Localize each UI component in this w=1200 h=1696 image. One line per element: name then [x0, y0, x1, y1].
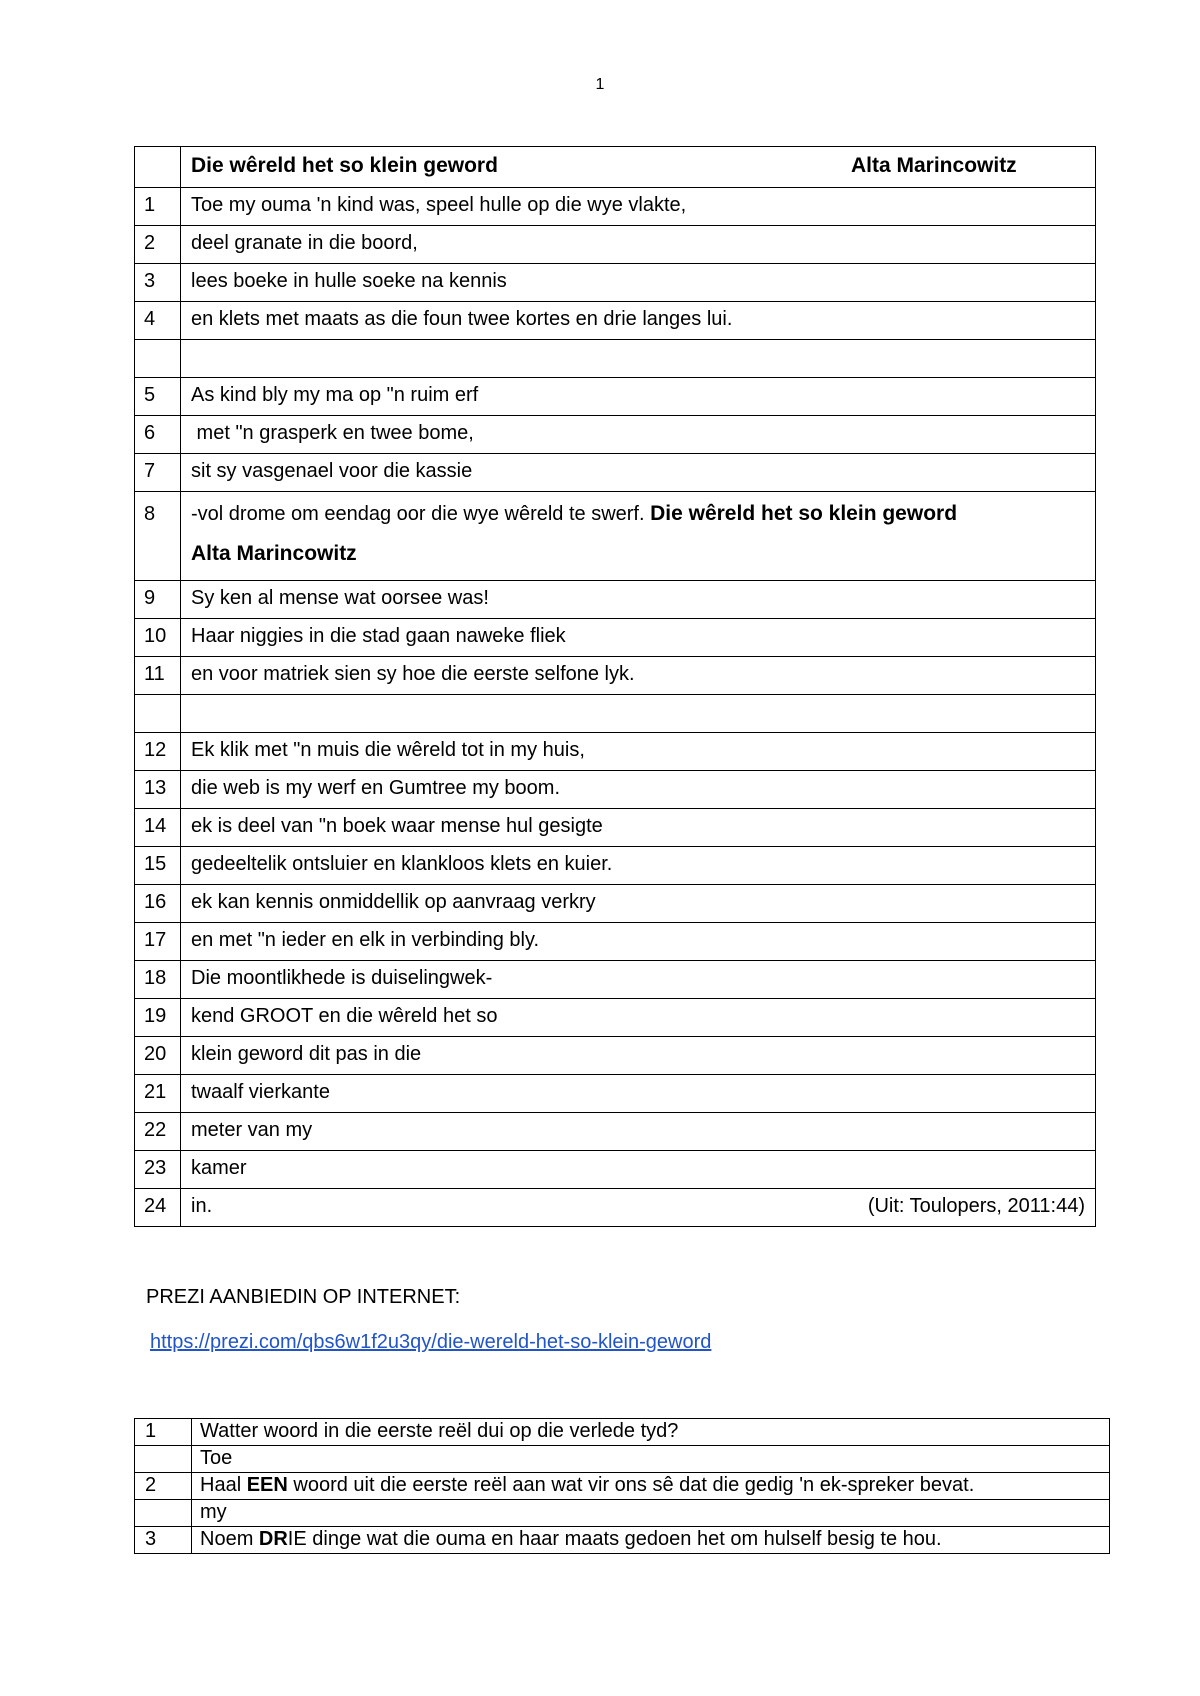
page-number: 1 [595, 76, 605, 93]
poem-line-row [135, 847, 1096, 885]
poem-line-number: 13 [135, 771, 181, 809]
poem-line-text-cell [181, 416, 1096, 454]
question-text: my [200, 1501, 227, 1523]
poem-line-text-cell [181, 378, 1096, 416]
poem-line-number [135, 340, 181, 378]
header-title-cell [181, 147, 1096, 188]
poem-line-row [135, 619, 1096, 657]
poem-line-row [135, 923, 1096, 961]
poem-line-number: 20 [135, 1037, 181, 1075]
poem-line-text: met "n grasperk en twee bome, [191, 422, 474, 444]
poem-line-text: lees boeke in hulle soeke na kennis [191, 270, 507, 292]
poem-line-text: en met "n ieder en elk in verbinding bly. [191, 929, 540, 951]
poem-line-text-cell [181, 340, 1096, 378]
poem-line-row [135, 657, 1096, 695]
poem-inline-author: Alta Marincowitz [191, 542, 357, 565]
poem-line-text: deel granate in die boord, [191, 232, 418, 254]
poem-line-row [135, 885, 1096, 923]
poem-line-number: 18 [135, 961, 181, 999]
poem-line-row [135, 1075, 1096, 1113]
poem-line-row [135, 1189, 1096, 1227]
poem-line-text: ek is deel van "n boek waar mense hul gesigte [191, 815, 603, 837]
poem-line-number [135, 695, 181, 733]
poem-line-number: 14 [135, 809, 181, 847]
poem-header-row [135, 147, 1096, 188]
poem-line-row [135, 264, 1096, 302]
poem-line-text: Haar niggies in die stad gaan naweke fliek [191, 625, 566, 647]
poem-line-row [135, 695, 1096, 733]
question-number [135, 1446, 192, 1473]
poem-line-row [135, 1037, 1096, 1075]
poem-line-number: 15 [135, 847, 181, 885]
poem-line-text-cell [181, 771, 1096, 809]
poem-line-text: kend GROOT en die wêreld het so [191, 1005, 498, 1027]
question-row [135, 1419, 1110, 1446]
poem-line-text-cell [181, 1189, 1096, 1227]
poem-line-row [135, 378, 1096, 416]
poem-line-row [135, 1151, 1096, 1189]
poem-line-text: meter van my [191, 1119, 313, 1141]
question-row [135, 1473, 1110, 1500]
poem-line-text-cell [181, 454, 1096, 492]
poem-line-text-cell [181, 1151, 1096, 1189]
poem-line-text-cell [181, 1113, 1096, 1151]
poem-line-text: As kind bly my ma op "n ruim erf [191, 384, 479, 406]
poem-line-text-cell [181, 1037, 1096, 1075]
poem-line-text: en voor matriek sien sy hoe die eerste selfone lyk. [191, 663, 635, 685]
poem-line-row [135, 454, 1096, 492]
poem-line-number: 24 [135, 1189, 181, 1227]
question-text-cell [192, 1419, 1110, 1446]
poem-line-row [135, 809, 1096, 847]
prezi-link[interactable]: https://prezi.com/qbs6w1f2u3qy/die-wereld-het-so-klein-geword [150, 1331, 712, 1353]
poem-line-text: Ek klik met "n muis die wêreld tot in my huis, [191, 739, 585, 761]
question-text: Haal [200, 1474, 247, 1496]
question-text: woord uit die eerste reël aan wat vir ons sê dat die gedig 'n ek-spreker bevat. [287, 1474, 975, 1496]
poem-line-text: die web is my werf en Gumtree my boom. [191, 777, 561, 799]
poem-author: Alta Marincowitz [851, 154, 1017, 177]
poem-line-row [135, 226, 1096, 264]
poem-line-row [135, 340, 1096, 378]
poem-line-text-cell [181, 302, 1096, 340]
poem-line-number: 23 [135, 1151, 181, 1189]
poem-line-text: sit sy vasgenael voor die kassie [191, 460, 473, 482]
poem-line-text: Toe my ouma 'n kind was, speel hulle op die wye vlakte, [191, 194, 687, 216]
poem-line-text: twaalf vierkante [191, 1081, 330, 1103]
poem-line-number: 12 [135, 733, 181, 771]
questions-table [134, 1418, 1110, 1554]
poem-line-text: ek kan kennis onmiddellik op aanvraag verkry [191, 891, 596, 913]
poem-line-text-cell [181, 264, 1096, 302]
poem-line-number: 11 [135, 657, 181, 695]
poem-line-text-cell [181, 847, 1096, 885]
poem-line-text-cell [181, 226, 1096, 264]
poem-line-number: 19 [135, 999, 181, 1037]
poem-line-text-cell [181, 809, 1096, 847]
poem-line-row [135, 999, 1096, 1037]
poem-line-row [135, 188, 1096, 226]
question-number: 1 [135, 1419, 192, 1446]
poem-line-text: Sy ken al mense wat oorsee was! [191, 587, 489, 609]
poem-line-row [135, 771, 1096, 809]
poem-line-number: 7 [135, 454, 181, 492]
poem-line-text-cell [181, 695, 1096, 733]
poem-line-text-cell [181, 961, 1096, 999]
poem-line-number: 4 [135, 302, 181, 340]
poem-line-number: 8 [135, 492, 181, 581]
poem-source: (Uit: Toulopers, 2011:44) [867, 1195, 1085, 1217]
poem-line-number: 22 [135, 1113, 181, 1151]
poem-line-text: klein geword dit pas in die [191, 1043, 422, 1065]
question-text: IE dinge wat die ouma en haar maats gedoen het om hulself besig te hou. [287, 1528, 942, 1550]
question-text-cell [192, 1446, 1110, 1473]
prezi-label: PREZI AANBIEDIN OP INTERNET: [146, 1286, 461, 1308]
question-text: Noem [200, 1528, 259, 1550]
poem-line-row [135, 733, 1096, 771]
poem-line-text: kamer [191, 1157, 247, 1179]
poem-line-number: 9 [135, 581, 181, 619]
poem-line-row [135, 302, 1096, 340]
question-number [135, 1500, 192, 1527]
question-text-cell [192, 1500, 1110, 1527]
poem-line-text: en klets met maats as die foun twee kortes en drie langes lui. [191, 308, 733, 330]
poem-line-row [135, 416, 1096, 454]
question-number: 2 [135, 1473, 192, 1500]
poem-line-number: 10 [135, 619, 181, 657]
poem-line-text-cell [181, 1075, 1096, 1113]
question-text-cell [192, 1527, 1110, 1554]
question-emphasis: EEN [246, 1474, 288, 1496]
poem-line-text-cell [181, 885, 1096, 923]
poem-table [134, 146, 1096, 1227]
poem-inline-title: Die wêreld het so klein geword [650, 502, 958, 525]
question-emphasis: DR [258, 1528, 288, 1550]
poem-line-text-cell [181, 733, 1096, 771]
poem-line-text: -vol drome om eendag oor die wye wêreld te swerf. [191, 503, 651, 525]
question-text-cell [192, 1473, 1110, 1500]
question-row [135, 1446, 1110, 1473]
poem-line-text-cell [181, 492, 1096, 581]
poem-line-number: 16 [135, 885, 181, 923]
poem-line-number: 1 [135, 188, 181, 226]
question-text: Toe [200, 1447, 233, 1469]
poem-line-number: 21 [135, 1075, 181, 1113]
poem-title: Die wêreld het so klein geword [191, 154, 498, 177]
poem-line-number: 3 [135, 264, 181, 302]
header-num-cell [135, 147, 181, 188]
question-number: 3 [135, 1527, 192, 1554]
question-row [135, 1527, 1110, 1554]
poem-line-number: 17 [135, 923, 181, 961]
poem-line-number: 6 [135, 416, 181, 454]
poem-line-row [135, 492, 1096, 581]
poem-line-text-cell [181, 619, 1096, 657]
poem-line-number: 5 [135, 378, 181, 416]
poem-line-row [135, 581, 1096, 619]
question-text: Watter woord in die eerste reël dui op die verlede tyd? [200, 1420, 679, 1442]
poem-line-text-cell [181, 923, 1096, 961]
poem-line-text-cell [181, 581, 1096, 619]
poem-line-row [135, 961, 1096, 999]
question-row [135, 1500, 1110, 1527]
poem-line-text: gedeeltelik ontsluier en klankloos klets en kuier. [191, 853, 613, 875]
poem-line-number: 2 [135, 226, 181, 264]
poem-line-text: in. [191, 1195, 213, 1217]
poem-line-text-cell [181, 999, 1096, 1037]
poem-line-text: Die moontlikhede is duiselingwek- [191, 967, 493, 989]
poem-line-text-cell [181, 657, 1096, 695]
poem-line-row [135, 1113, 1096, 1151]
poem-line-text-cell [181, 188, 1096, 226]
